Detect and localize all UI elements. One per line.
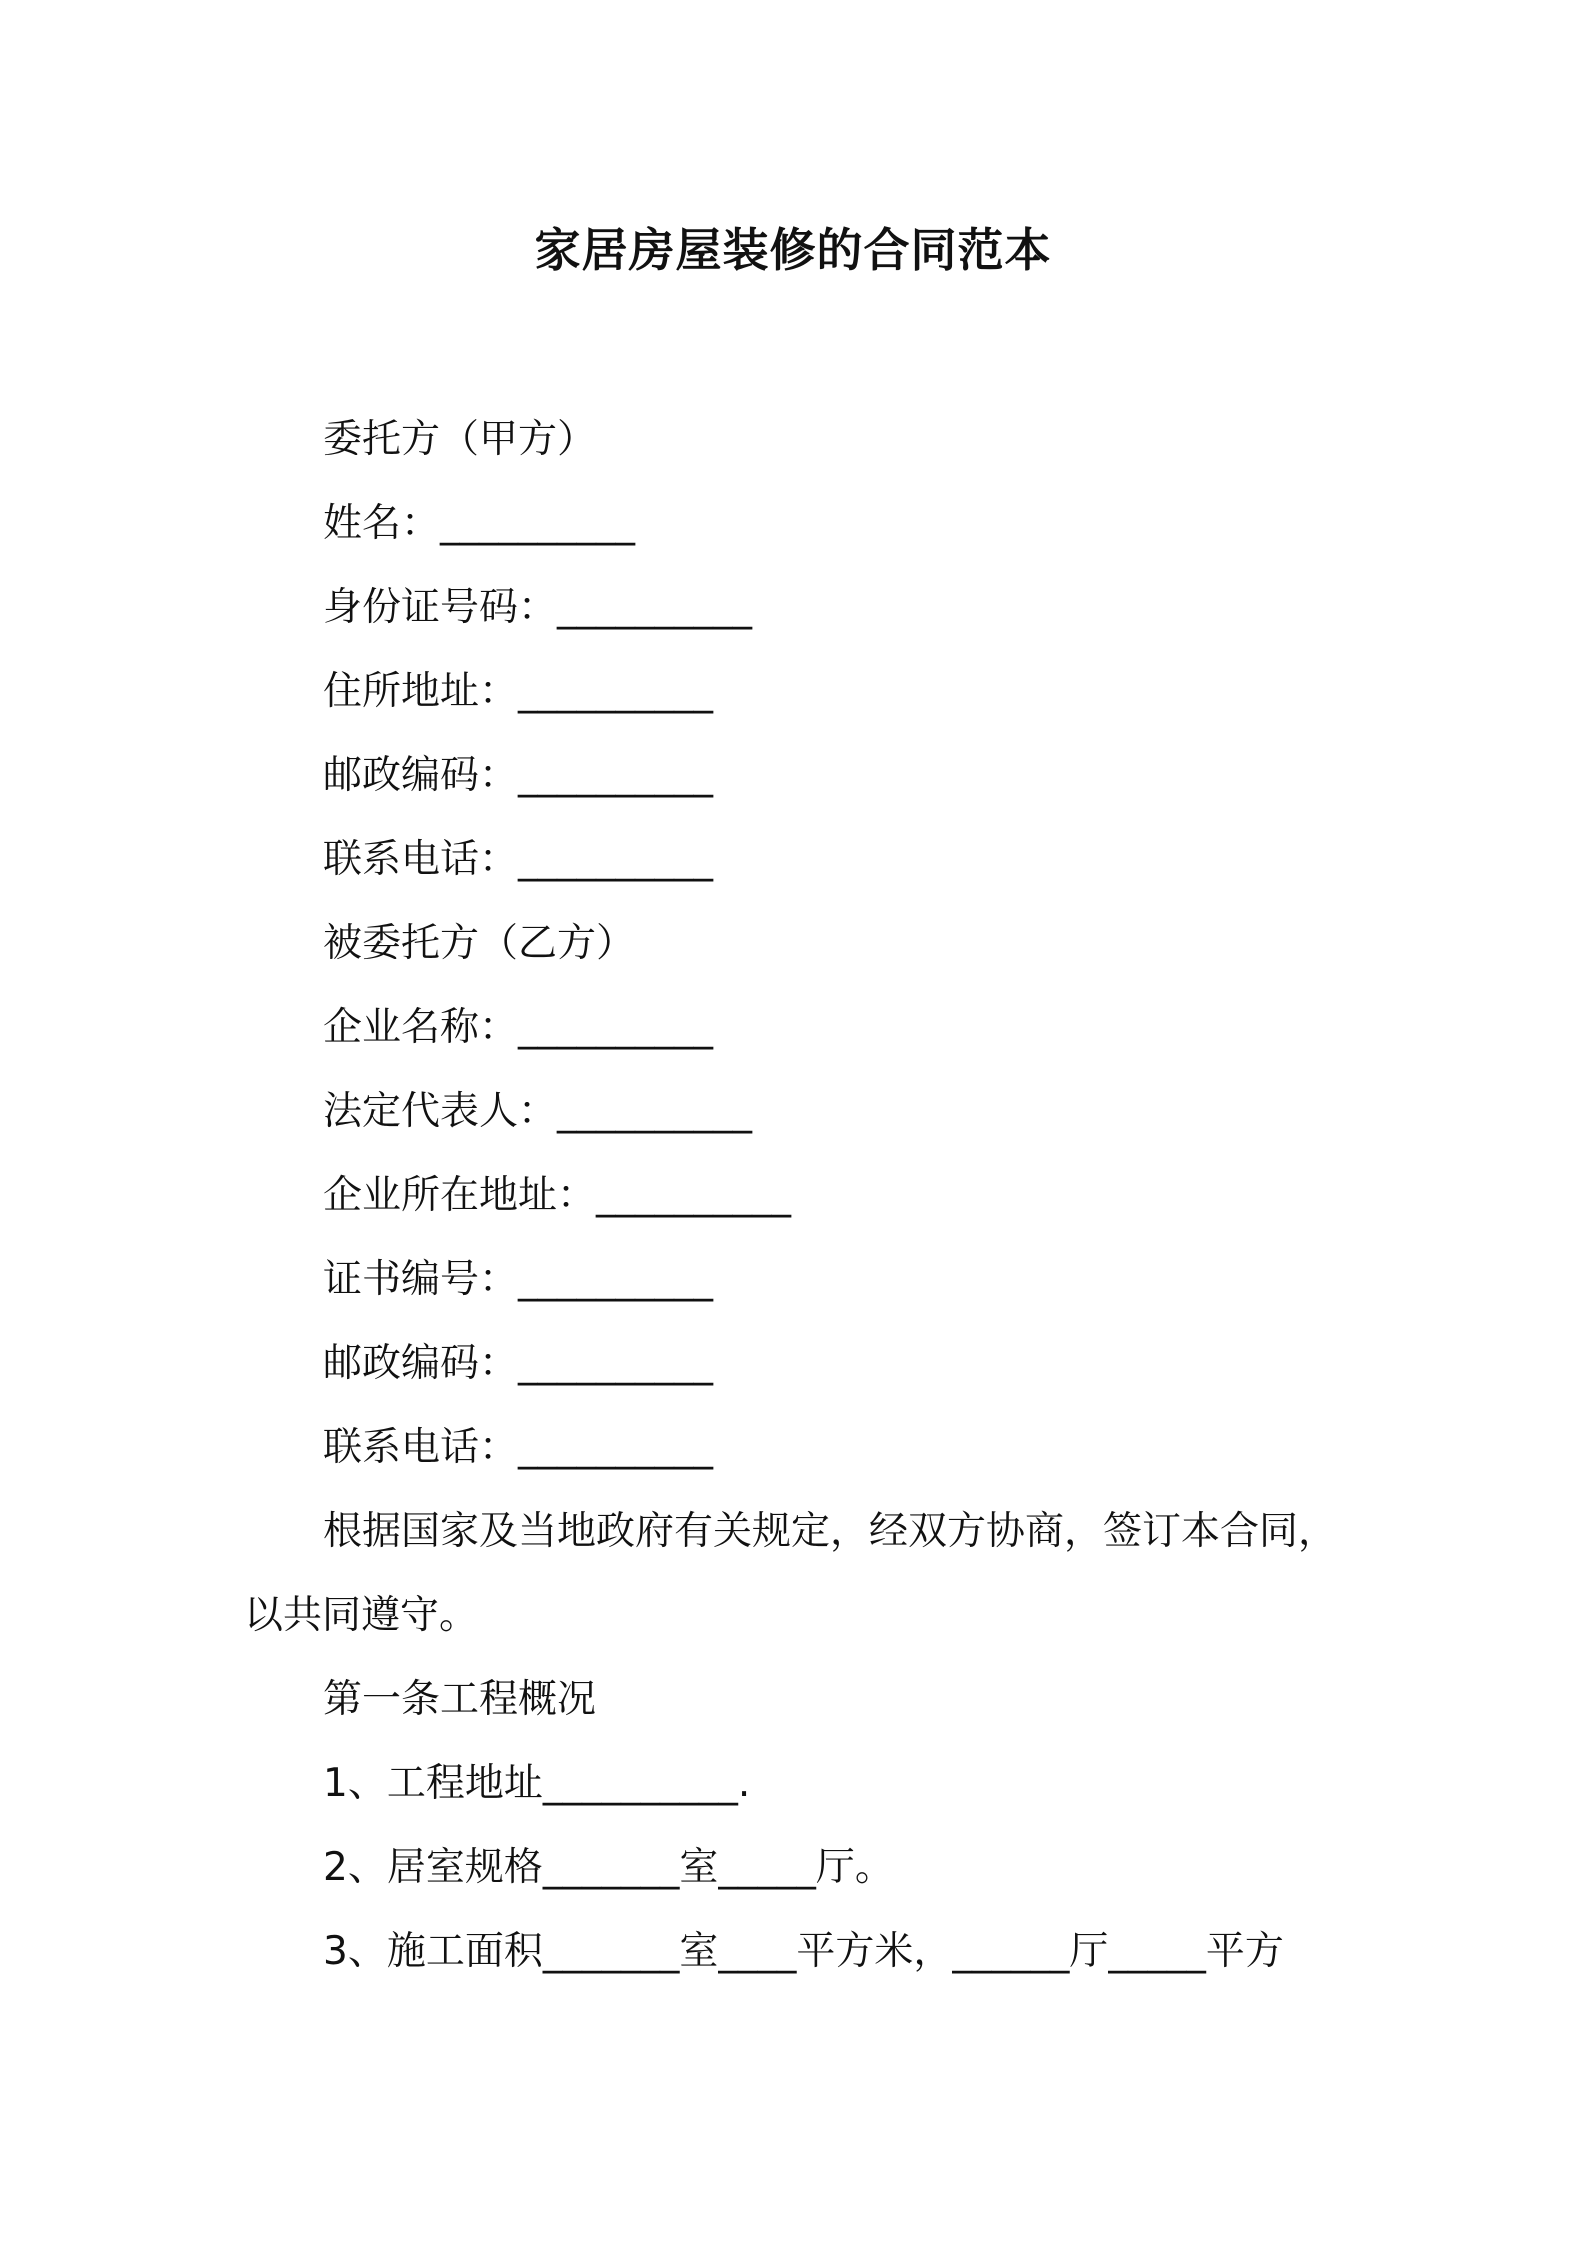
party-a-address-field: 住所地址：__________ xyxy=(323,669,714,714)
party-a-name-field: 姓名：__________ xyxy=(323,501,636,546)
document-body xyxy=(244,398,1354,1994)
party-a-phone-field: 联系电话：__________ xyxy=(323,837,714,882)
party-b-legal-rep-field: 法定代表人：__________ xyxy=(323,1089,753,1134)
party-a-postcode-field: 邮政编码：__________ xyxy=(323,753,714,798)
party-b-phone-field: 联系电话：__________ xyxy=(323,1425,714,1470)
preamble-paragraph-line-1: 根据国家及当地政府有关规定，经双方协商，签订本合同， xyxy=(323,1509,1338,1554)
party-a-id-number-field: 身份证号码：__________ xyxy=(323,585,753,630)
project-address-item: 1、工程地址__________. xyxy=(323,1761,751,1806)
article-1-heading: 第一条工程概况 xyxy=(323,1677,597,1722)
preamble-paragraph-line-2: 以共同遵守。 xyxy=(244,1593,479,1638)
party-b-company-name-field: 企业名称：__________ xyxy=(323,1005,714,1050)
party-b-heading: 被委托方（乙方） xyxy=(323,921,636,966)
construction-area-item: 3、施工面积_______室____平方米，______厅_____平方 xyxy=(323,1929,1284,1974)
party-a-heading: 委托方（甲方） xyxy=(323,417,597,462)
room-layout-item: 2、居室规格_______室_____厅。 xyxy=(323,1845,894,1890)
party-b-postcode-field: 邮政编码：__________ xyxy=(323,1341,714,1386)
party-b-company-address-field: 企业所在地址：__________ xyxy=(323,1173,792,1218)
document-title: 家居房屋装修的合同范本 xyxy=(534,223,1052,277)
party-b-certificate-number-field: 证书编号：__________ xyxy=(323,1257,714,1302)
